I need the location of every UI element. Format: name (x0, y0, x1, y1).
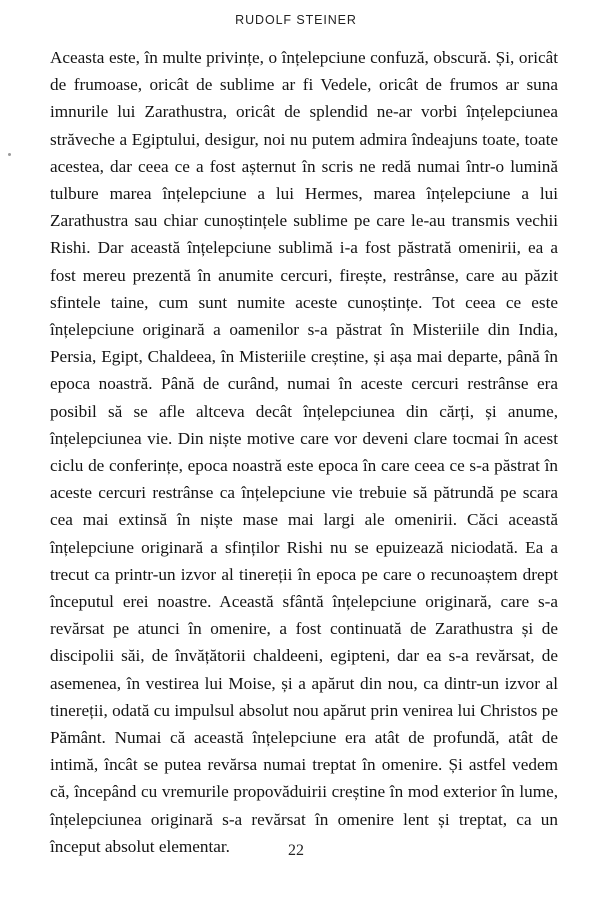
running-header: RUDOLF STEINER (235, 13, 357, 27)
page-number: 22 (288, 842, 304, 859)
body-paragraph: Aceasta este, în multe privințe, o înțelepciune confuză, obscură. Și, oricât de frumoase, oricât de sublime ar fi Vedele, oricât de frumos ar suna imnurile lui Zarathustra, oricât de splendid ne-ar vorbi înțelepciunea străveche a Egiptului, desigur, noi nu putem admira îndeajuns toate, toate acestea, dar ceea ce a fost așternut în scris ne redă numai într-o lumină tulbure marea înțelepciune a lui Hermes, marea înțelepciune a lui Zarathustra sau chiar cunoștințele sublime pe care le-au transmis vechii Rishi. Dar această înțelepciune sublimă i-a fost păstrată omenirii, ea a fost mereu prezentă în anumite cercuri, firește, restrânse, care au păzit sfintele taine, cum sunt numite aceste cunoștințe. Tot ceea ce este înțelepciune originară a oamenilor s-a păstrat în Misteriile din India, Persia, Egipt, Chaldeea, în Misteriile creștine, și așa mai departe, până în epoca noastră. Până de curând, numai în aceste cercuri restrânse era posibil să se afle altceva decât înțelepciunea din cărți, și anume, înțelepciunea vie. Din niște motive care vor deveni clare tocmai în acest ciclu de conferințe, epoca noastră este epoca în care ceea ce s-a păstrat în aceste cercuri restrânse ca înțelepciune vie trebuie să pătrundă pe scara cea mai extinsă în niște mase mai largi ale omenirii. Căci această înțelepciune originară a sfinților Rishi nu se epuizează niciodată. Ea a trecut ca printr-un izvor al tinereții în epoca pe care o recunoaștem drept începutul erei noastre. Această sfântă înțelepciune originară, care s-a revărsat pe atunci în omenire, a fost continuată de Zarathustra și de discipolii săi, de învățătorii chaldeeni, egipteni, dar ea s-a revărsat, de asemenea, în vestirea lui Moise, și a apărut din nou, ca dintr-un izvor al tinereții, odată cu impulsul absolut nou apărut prin venirea lui Christos pe Pământ. Numai că această înțelepciune era atât de profundă, atât de intimă, încât se putea revărsa numai treptat în omenire. Și astfel vedem că, începând cu vremurile propovăduirii creștine în mod exterior în lume, înțelepciunea originară s-a revărsat în omenire lent și treptat, ca un început absolut elementar. (50, 48, 558, 856)
scan-speck (8, 153, 11, 156)
